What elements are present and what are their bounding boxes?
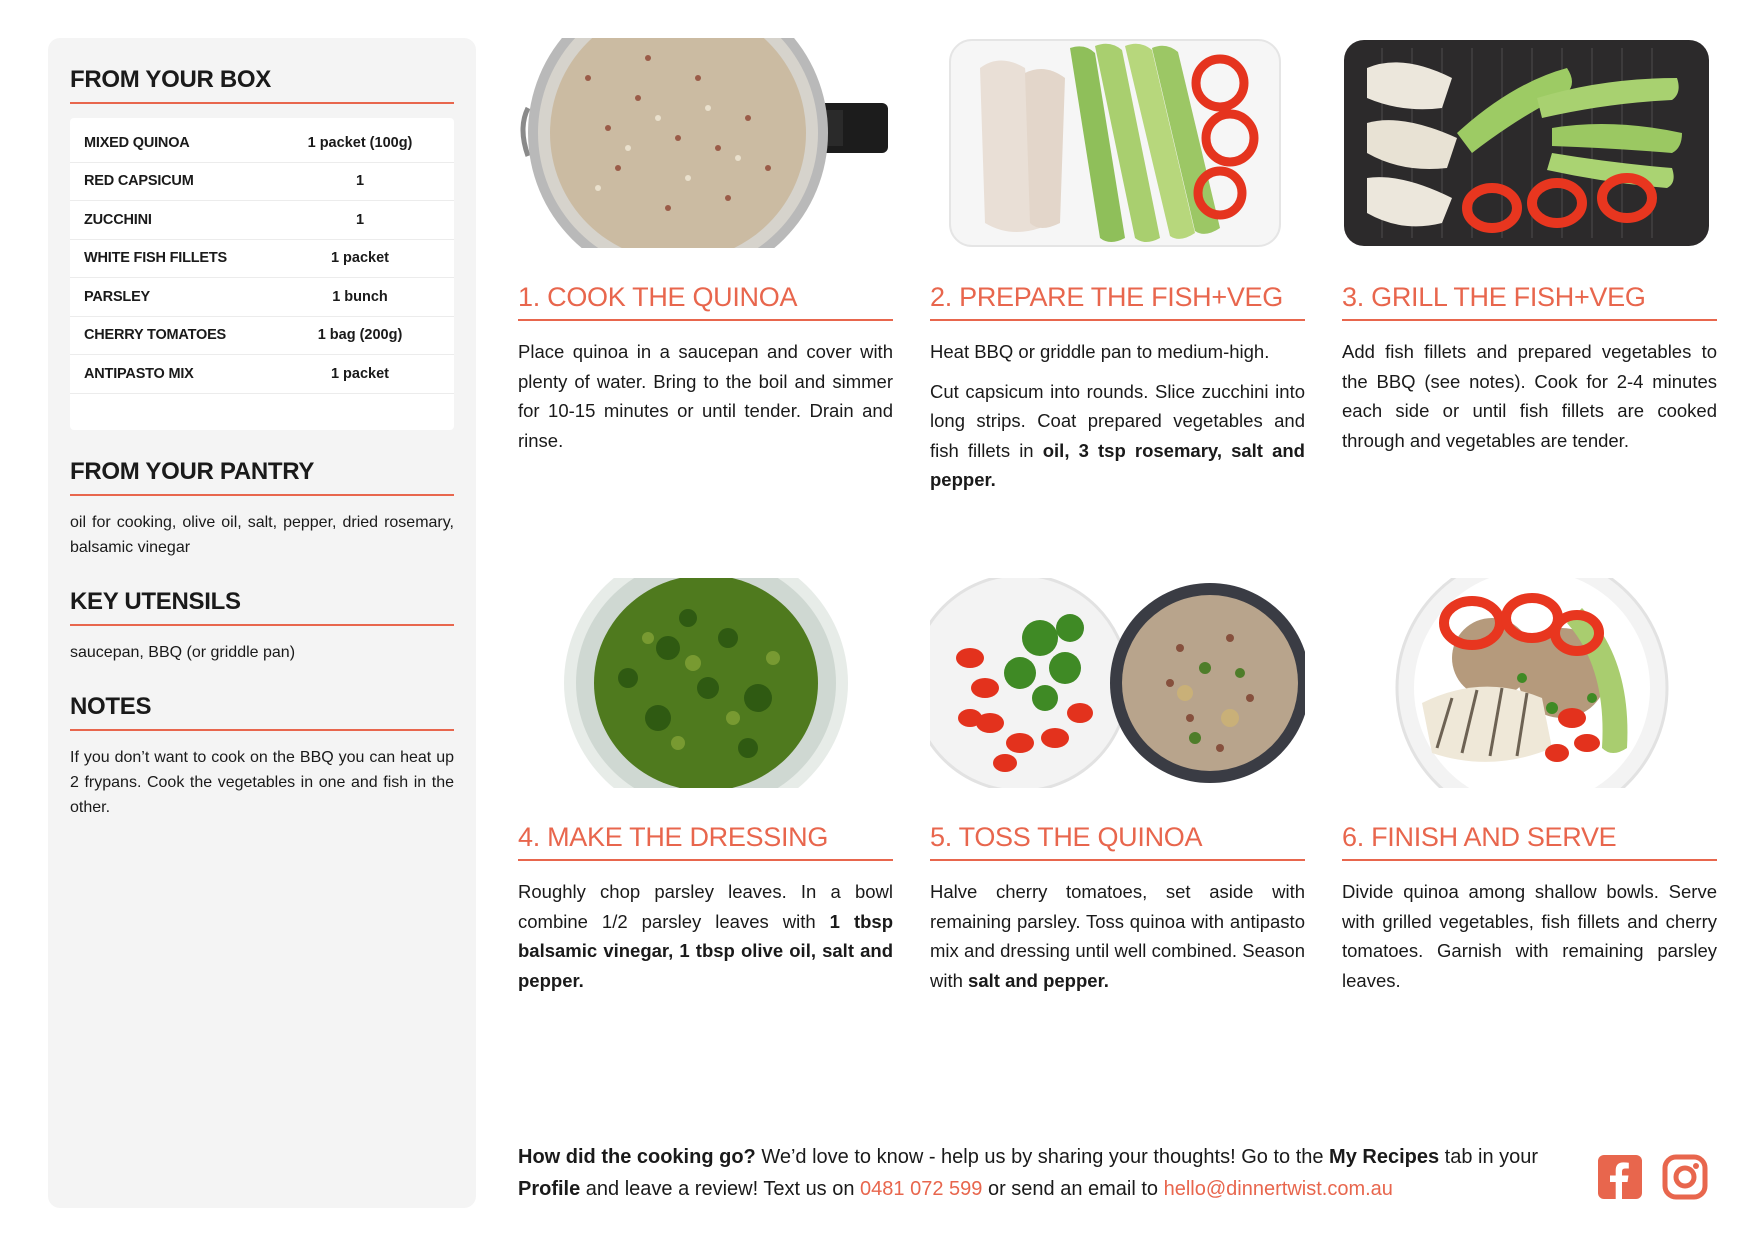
step-4	[518, 578, 893, 995]
step-paragraph	[930, 337, 1305, 367]
text-run: Add fish fillets and prepared vegetables to the BBQ (see notes). Cook for 2-4 minutes each side or until fish fillets are cooked through and vegetables are tender.	[1342, 341, 1717, 451]
ingredient-qty: 1	[355, 211, 365, 228]
utensils-text: saucepan, BBQ (or griddle pan)	[70, 643, 296, 661]
bold-text: oil, 3 tsp rosemary, salt and pepper.	[930, 439, 1305, 490]
step-5-photo	[930, 578, 1305, 788]
box-ingredients-table	[70, 118, 454, 430]
pantry-text: oil for cooking, olive oil, salt, pepper, dried rosemary, balsamic vinegar	[70, 513, 454, 556]
step-3-photo	[1342, 38, 1717, 248]
text-run: and leave a review! Text us on	[580, 1177, 861, 1200]
ingredient-row	[70, 317, 454, 356]
step-4-photo	[518, 578, 893, 788]
step-6-text	[1342, 877, 1717, 995]
step-6	[1342, 578, 1717, 995]
notes-heading: NOTES	[70, 693, 454, 731]
step-3-title: 3. GRILL THE FISH+VEG	[1342, 282, 1717, 321]
step-1	[518, 38, 893, 455]
bold-text: How did the cooking go?	[518, 1146, 756, 1168]
bold-text: My Recipes	[1329, 1146, 1440, 1168]
instagram-icon[interactable]	[1662, 1154, 1708, 1200]
ingredient-name: CHERRY TOMATOES	[84, 327, 227, 344]
step-4-title: 4. MAKE THE DRESSING	[518, 822, 893, 861]
step-4-text	[518, 877, 893, 995]
step-3	[1342, 38, 1717, 455]
text-run: Place quinoa in a saucepan and cover with plenty of water. Bring to the boil and simmer for 10-15 minutes or until tender. Drain and rinse.	[518, 341, 893, 451]
text-run: Divide quinoa among shallow bowls. Serve with grilled vegetables, fish fillets and cherry tomatoes. Garnish with remaining parsley leaves.	[1342, 881, 1717, 991]
step-1-text	[518, 337, 893, 455]
ingredient-qty: 1 packet (100g)	[307, 134, 413, 151]
step-2-photo	[930, 38, 1305, 248]
step-2-title: 2. PREPARE THE FISH+VEG	[930, 282, 1305, 321]
step-1-photo	[518, 38, 893, 248]
ingredients-sidebar	[48, 38, 476, 1208]
ingredient-row	[70, 201, 454, 240]
step-2-text	[930, 337, 1305, 495]
facebook-icon[interactable]	[1597, 1154, 1643, 1200]
bold-text: salt and pepper.	[968, 969, 1109, 991]
text-run: Halve cherry tomatoes, set aside with remaining parsley. Toss quinoa with antipasto mix and dressing until well combined. Season with	[930, 881, 1305, 991]
step-paragraph	[930, 377, 1305, 495]
step-5-title: 5. TOSS THE QUINOA	[930, 822, 1305, 861]
ingredient-qty: 1	[355, 173, 365, 190]
step-paragraph	[930, 877, 1305, 995]
step-3-text	[1342, 337, 1717, 455]
ingredient-qty: 1 bunch	[332, 288, 388, 305]
ingredient-row	[70, 355, 454, 394]
step-paragraph	[518, 877, 893, 995]
step-6-photo	[1342, 578, 1717, 788]
ingredient-name: PARSLEY	[84, 288, 151, 305]
box-heading: FROM YOUR BOX	[70, 66, 454, 104]
email-link[interactable]: hello@dinnertwist.com.au	[1163, 1177, 1393, 1200]
step-1-title: 1. COOK THE QUINOA	[518, 282, 893, 321]
step-2	[930, 38, 1305, 495]
ingredient-qty: 1 packet	[330, 250, 390, 267]
step-5-text	[930, 877, 1305, 995]
bold-text: Profile	[518, 1177, 581, 1200]
step-6-title: 6. FINISH AND SERVE	[1342, 822, 1717, 861]
ingredient-name: ANTIPASTO MIX	[84, 365, 194, 382]
text-run: We’d love to know - help us by sharing your thoughts! Go to the	[755, 1146, 1330, 1168]
ingredient-name: ZUCCHINI	[84, 211, 152, 228]
ingredient-row	[70, 163, 454, 202]
feedback-footer	[518, 1142, 1583, 1205]
text-run: Heat BBQ or griddle pan to medium-high.	[930, 341, 1270, 362]
step-paragraph	[1342, 877, 1717, 995]
pantry-heading: FROM YOUR PANTRY	[70, 458, 454, 496]
ingredient-name: RED CAPSICUM	[84, 173, 194, 190]
ingredient-qty: 1 bag (200g)	[317, 327, 403, 344]
ingredient-name: WHITE FISH FILLETS	[84, 250, 228, 267]
text-run: Cut capsicum into rounds. Slice zucchini into long strips. Coat prepared vegetables and fish fillets in	[930, 380, 1305, 461]
step-paragraph	[518, 337, 893, 455]
step-paragraph	[1342, 337, 1717, 455]
step-5	[930, 578, 1305, 995]
text-run: Roughly chop parsley leaves. In a bowl combine 1/2 parsley leaves with	[518, 881, 893, 932]
text-run: or send an email to	[982, 1177, 1164, 1200]
notes-text: If you don’t want to cook on the BBQ you can heat up 2 frypans. Cook the vegetables in one and fish in the other.	[70, 748, 454, 816]
utensils-heading: KEY UTENSILS	[70, 588, 454, 626]
ingredient-row	[70, 278, 454, 317]
ingredient-row	[70, 124, 454, 163]
utensils-section	[70, 588, 454, 665]
pantry-section	[70, 458, 454, 560]
ingredient-qty: 1 packet	[330, 365, 390, 382]
ingredient-row	[70, 240, 454, 279]
text-run: tab in your	[1439, 1146, 1539, 1168]
ingredient-name: MIXED QUINOA	[84, 134, 190, 151]
notes-section	[70, 693, 454, 820]
phone-link[interactable]: 0481 072 599	[860, 1177, 983, 1200]
bold-text: 1 tbsp balsamic vinegar, 1 tbsp olive oil, salt and pepper.	[518, 910, 893, 991]
